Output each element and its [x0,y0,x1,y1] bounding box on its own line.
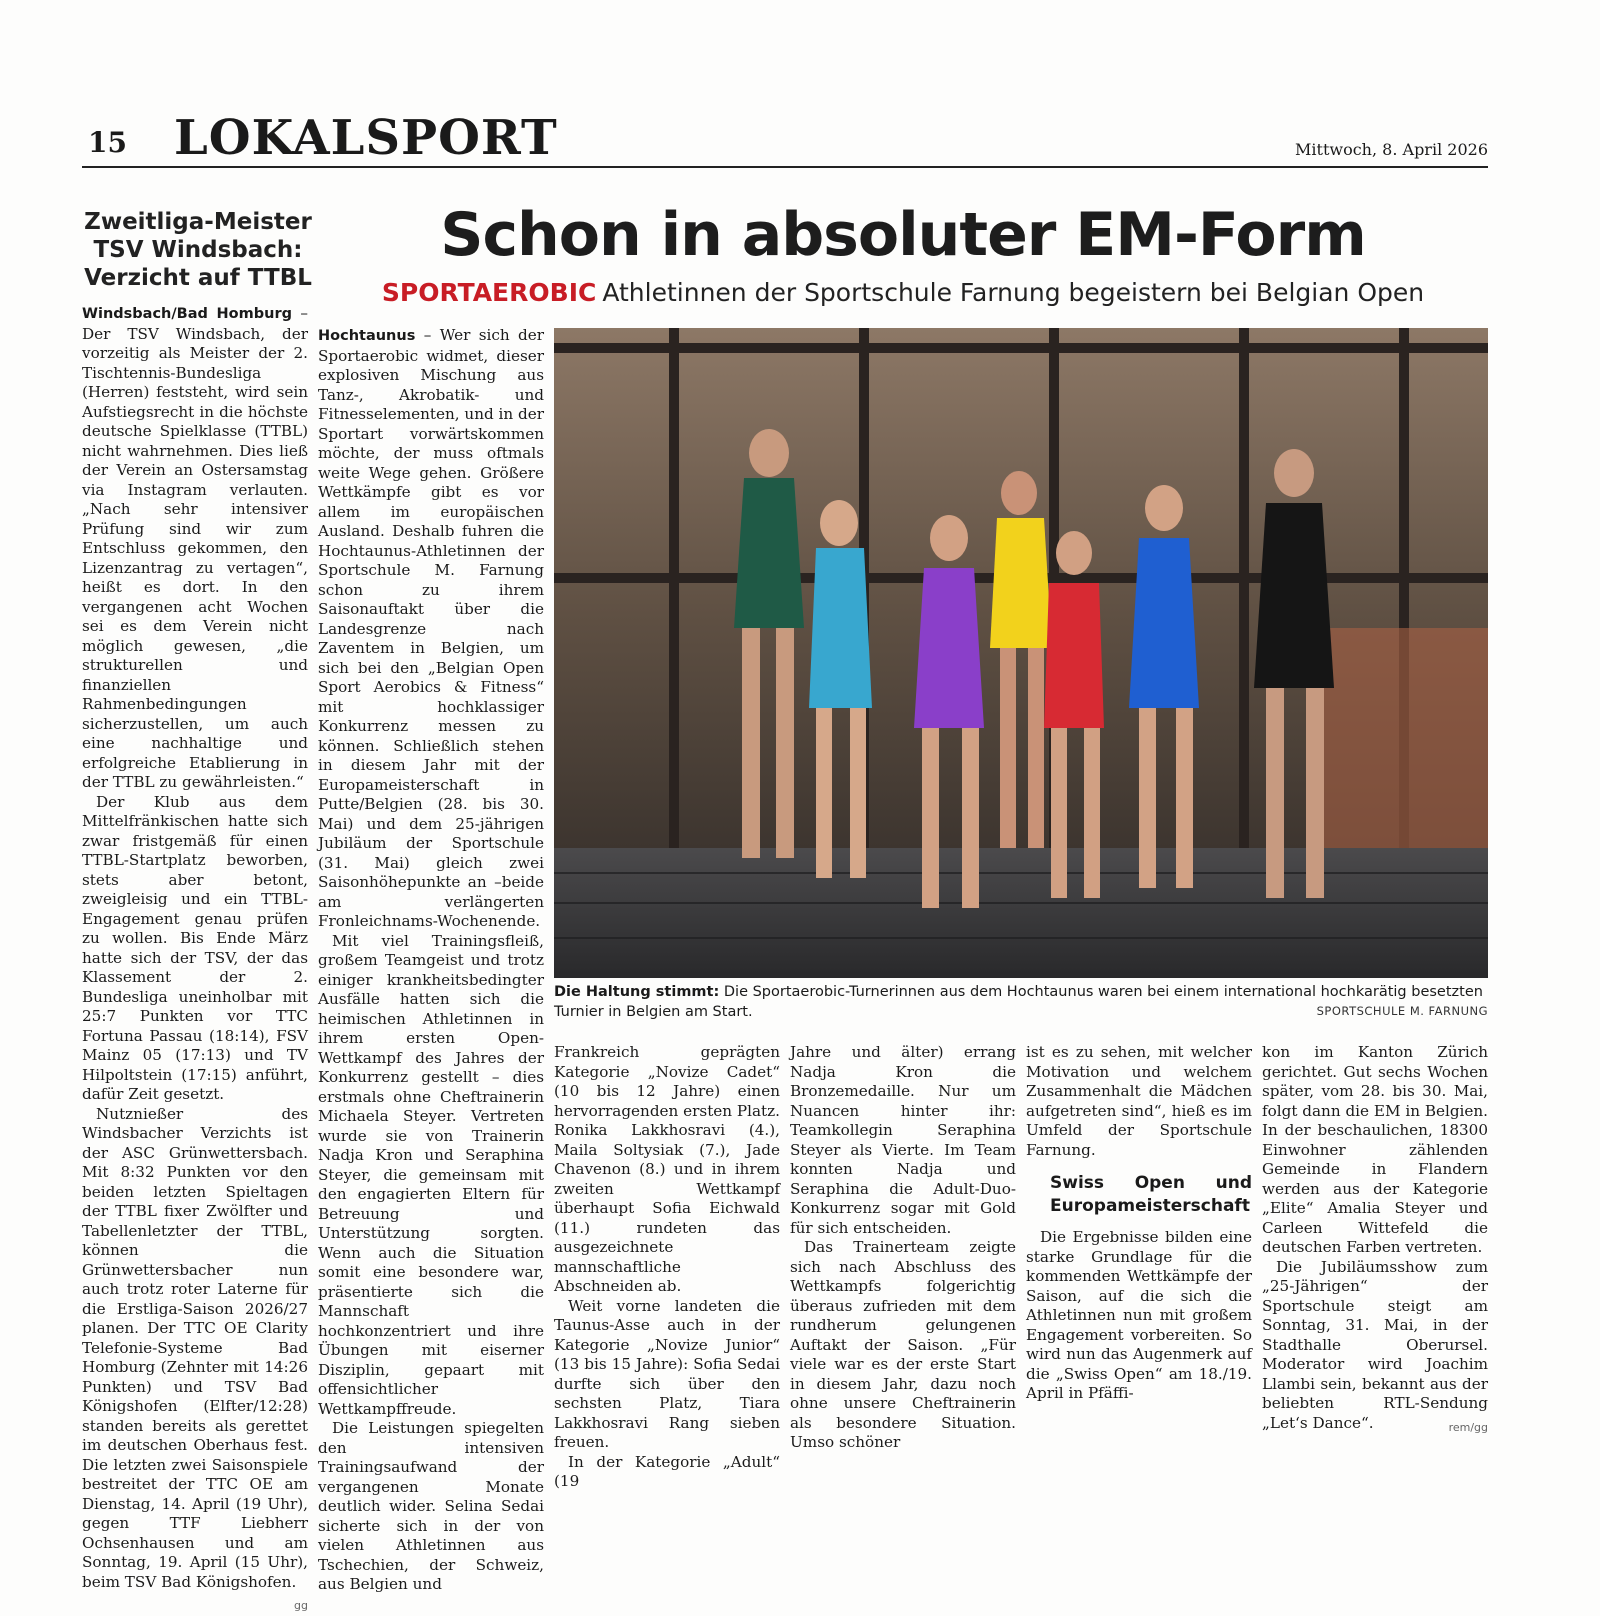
section-title: LOKALSPORT [174,110,558,166]
side-article-paragraph: Windsbach/Bad Homburg – Der TSV Windsbach, der vorzeitig als Meister der 2. Tischtennis-Bundesliga (Herren) feststeht, wird sein Aufstiegsrecht in die höchste deutsche Spielklasse (TTBL) nicht wahrnehmen. Dies ließ der Verein an Ostersamstag via Instagram verlauten. „Nach sehr intensiver Prüfung sind wir zum Entschluss gekommen, den Lizenzantrag zu vertagen“, heißt es dort. In den vergangenen acht Wochen sei es dem Verein nicht möglich gewesen, „die strukturellen und finanziellen Rahmenbedingungen sicherzustellen, um auch eine nachhaltige und erfolgreiche Etablierung in der TTBL zu gewährleisten.“ [82,304,308,791]
photo-credit: SPORTSCHULE M. FARNUNG [1316,1004,1488,1018]
masthead-rule [82,166,1488,168]
caption-lead: Die Haltung stimmt: [554,984,720,1000]
kicker: SPORTAEROBIC [381,278,597,307]
main-article-paragraph: Frankreich geprägten Kategorie „Novize Cadet“ (10 bis 12 Jahre) einen hervorragenden ersten Platz. Ronika Lakkhosravi (4.), Maila Soltysiak (7.), Jade Chavenon (8.) und in ihrem zweiten Wettkampf überhaupt Sofia Eichwald (11.) rundeten das ausgezeichnete mannschaftliche Abschneiden ab. [554,1043,780,1295]
side-article-paragraph: Der Klub aus dem Mittelfränkischen hatte sich zwar fristgemäß für einen TTBL-Startplatz beworben, stets aber betont, zweigleisig und ein TTBL-Engagement genau prüfen zu wollen. Bis Ende März hatte sich der TSV, der das Klassement der 2. Bundesliga uneinholbar mit 25:7 Punkten vor TTC Fortuna Passau (18:14), FSV Mainz 05 (17:13) und TV Hilpoltstein (17:15) anführt, dafür Zeit gesetzt. [82,792,308,1103]
main-article-subhead: Swiss Open und Europameisterschaft [1050,1173,1252,1216]
main-subheadline [318,278,1488,307]
main-article-paragraph: Weit vorne landeten die Taunus-Asse auch in der Kategorie „Novize Junior“ (13 bis 15 Jahre): Sofia Sedai durfte sich über den sechsten Platz, Tiara Lakkhosravi Rang sieben freuen. [554,1296,780,1451]
main-article-column-3 [554,1043,780,1492]
main-article-column-2 [318,326,544,1595]
main-article-paragraph: ist es zu sehen, mit welcher Motivation und welchem Zusammenhalt die Mädchen aufgetreten sind“, hieß es im Umfeld der Sportschule Farnung. [1026,1043,1252,1159]
page-number: 15 [88,126,127,159]
main-article-column-4 [790,1043,1016,1453]
side-article-signature: gg [294,1599,308,1612]
main-article-column-5 [1026,1043,1252,1404]
main-headline: Schon in absoluter EM-Form [440,200,1366,270]
main-article-paragraph: In der Kategorie „Adult“ (19 [554,1452,780,1490]
main-article-paragraph: Die Ergebnisse bilden eine starke Grundlage für die kommenden Wettkämpfe der Saison, auf die sich die Athletinnen nun mit großem Engagement vorbereiten. So wird nun das Augenmerk auf die „Swiss Open“ am 18./19. April in Pfäffi- [1026,1228,1252,1402]
main-article-paragraph: kon im Kanton Zürich gerichtet. Gut sechs Wochen später, vom 28. bis 30. Mai, folgt dann die EM in Belgien. In der beschaulichen, 18300 Einwohner zählenden Gemeinde in Flandern werden aus der Kategorie „Elite“ Amalia Steyer und Carleen Wittefeld die deutschen Farben vertreten. [1262,1043,1488,1256]
main-article-paragraph: Mit viel Trainingsfleiß, großem Teamgeist und trotz einiger krankheitsbedingter Ausfälle hatten sich die heimischen Athletinnen in ihrem ersten Open-Wettkampf des Jahres der Konkurrenz gestellt – dies erstmals ohne Cheftrainerin Michaela Steyer. Vertreten wurde sie von Trainerin Nadja Kron und Seraphina Steyer, die gemeinsam mit den engagierten Eltern für Betreuung und Unterstützung sorgten. Wenn auch die Situation somit eine besondere war, präsentierte sich die Mannschaft hochkonzentriert und ihre Übungen mit eiserner Disziplin, gepaart mit offensichtlicher Wettkampffreude. [318,931,544,1418]
issue-date: Mittwoch, 8. April 2026 [1295,140,1488,159]
main-article-paragraph: Das Trainerteam zeigte sich nach Abschluss des Wettkampfs folgerichtig überaus zufrieden mit dem rundherum gelungenen Auftakt der Saison. „Für viele war es der erste Start in diesem Jahr, dazu noch ohne unsere Cheftrainerin als besondere Situation. Umso schöner [790,1238,1016,1451]
main-article-column-6 [1262,1043,1488,1437]
main-article-paragraph: Die Jubiläumsshow zum „25-Jährigen“ der Sportschule steigt am Sonntag, 31. Mai, in der Stadthalle Oberursel. Moderator wird Joachim Llambi sein, bekannt aus der beliebten RTL-Sendung „Let‘s Dance“. rem/gg [1262,1258,1488,1434]
side-article-paragraph: Nutznießer des Windsbacher Verzichts ist der ASC Grünwettersbach. Mit 8:32 Punkten vor den beiden letzten Spieltagen der TTBL fixer Zwölfter und Tabellenletzter der TTBL, können die Grünwettersbacher nun auch trotz roter Laterne für die Erstliga-Saison 2026/27 planen. Der TTC OE Clarity Telefonie-Systeme Bad Homburg (Zehnter mit 14:26 Punkten) und TSV Bad Königshofen (Elfter/12:28) standen bereits als gerettet im deutschen Oberhaus fest. Die letzten zwei Saisonspiele bestreitet der TTC OE am Dienstag, 14. April (19 Uhr), gegen TTF Liebherr Ochsenhausen und am Sonntag, 19. April (15 Uhr), beim TSV Bad Königshofen. gg [82,1105,308,1593]
main-article-paragraph: Jahre und älter) errang Nadja Kron die Bronzemedaille. Nur um Nuancen hinter ihr: Teamkollegin Seraphina Steyer als Vierte. Im Team konnten Nadja und Seraphina die Adult-Duo-Konkurrenz sogar mit Gold für sich entscheiden. [790,1043,1016,1237]
subheadline-text: Athletinnen der Sportschule Farnung begeistern bei Belgian Open [602,278,1425,307]
side-article-dateline: Windsbach/Bad Homburg [82,306,292,322]
caption-text: Die Sportaerobic-Turnerinnen aus dem Hochtaunus waren bei einem international hochkarätig besetzten Turnier in Belgien am Start. [554,984,1483,1020]
main-article-paragraph: Hochtaunus – Wer sich der Sportaerobic widmet, dieser explosiven Mischung aus Tanz-, Akrobatik- und Fitnesselementen, und in der Sportart vorwärtskommen möchte, der muss oftmals weite Wege gehen. Größere Wettkämpfe gibt es vor allem im europäischen Ausland. Deshalb fuhren die Hochtaunus-Athletinnen der Sportschule M. Farnung schon zu ihrem Saisonauftakt über die Landesgrenze nach Zaventem in Belgien, um sich bei den „Belgian Open Sport Aerobics & Fitness“ mit hochklassiger Konkurrenz messen zu können. Schließlich stehen in diesem Jahr mit der Europameisterschaft in Putte/Belgien (28. bis 30. Mai) und dem 25-jährigen Jubiläum der Sportschule (31. Mai) gleich zwei Saisonhöhepunkte an –beide am verlängerten Fronleichnams-Wochenende. [318,326,545,930]
main-article-paragraph: Die Leistungen spiegelten den intensiven Trainingsaufwand der vergangenen Monate deutlich wider. Selina Sedai sicherte sich in der von vielen Athletinnen aus Tschechien, der Schweiz, aus Belgien und [318,1419,544,1593]
team-photo [554,328,1488,978]
side-article-body [82,304,308,1616]
main-article-dateline: Hochtaunus [318,328,416,344]
side-article-headline: Zweitliga-Meister TSV Windsbach: Verzicht auf TTBL [84,209,312,291]
main-article-signature: rem/gg [1448,1420,1488,1434]
